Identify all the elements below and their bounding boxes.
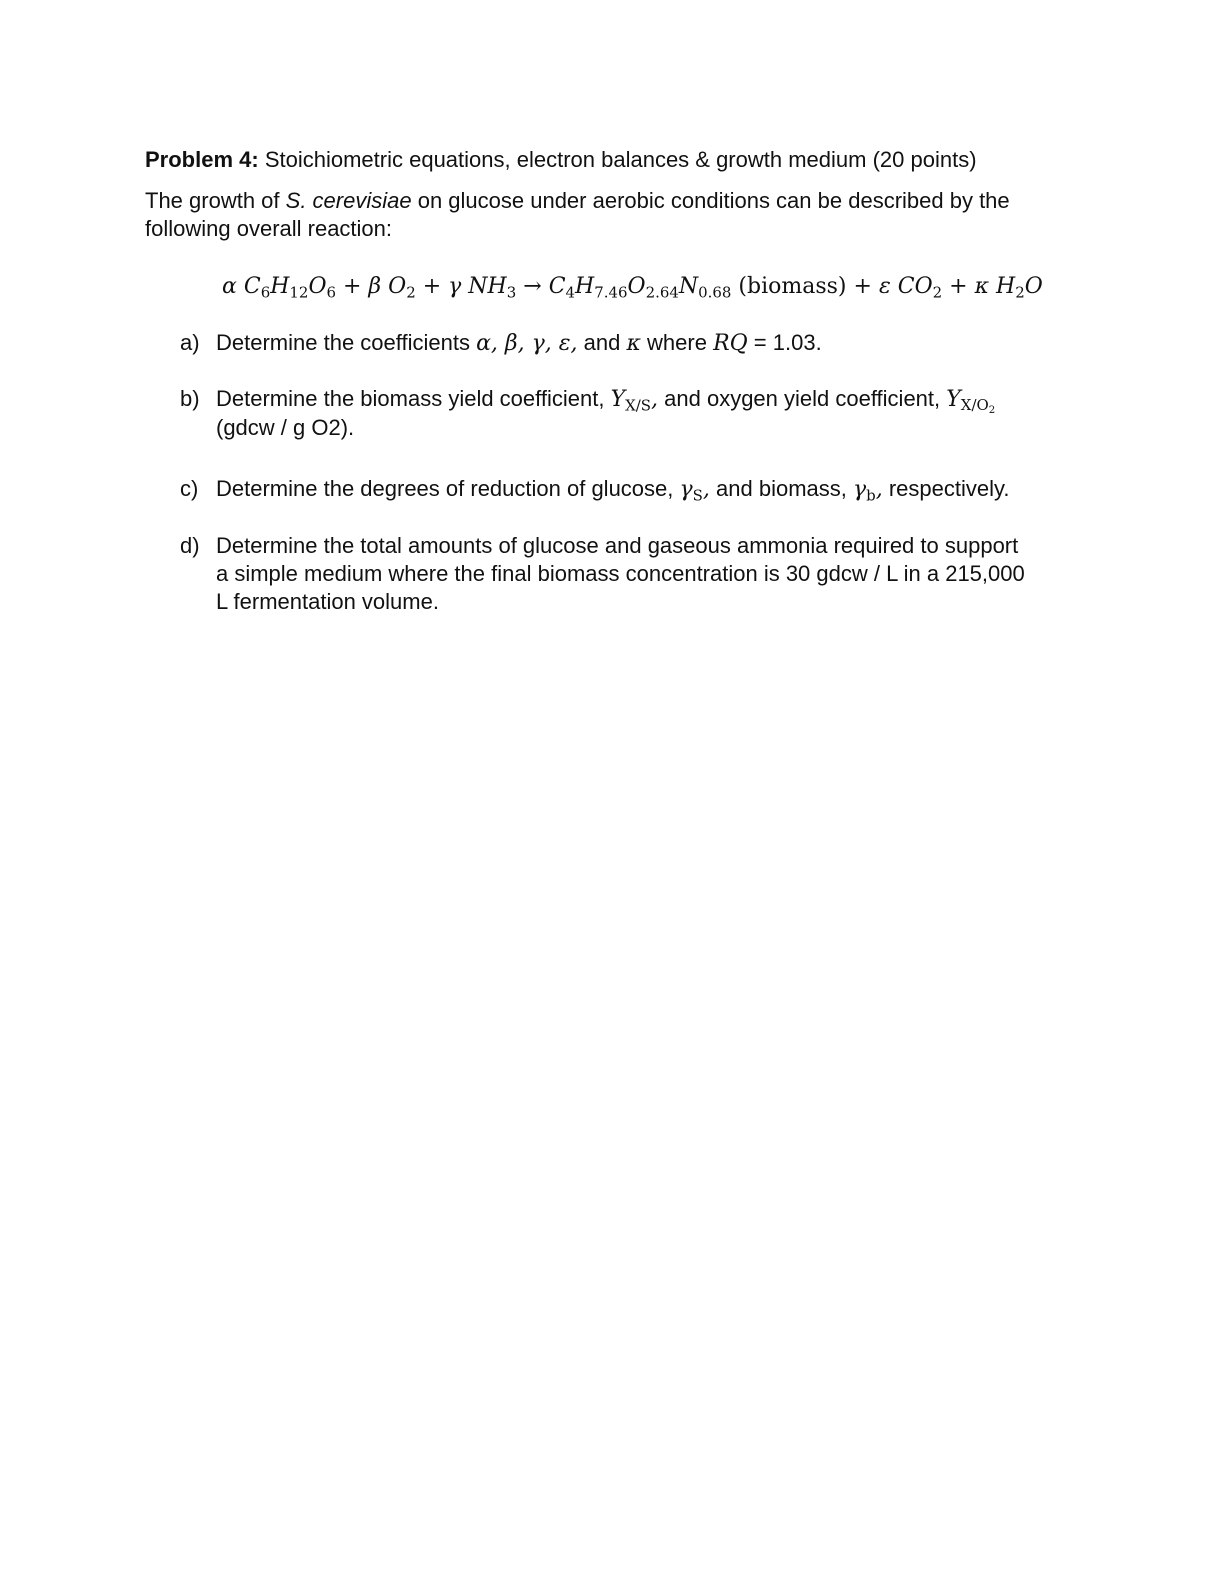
kappa-symbol: κ [626, 331, 641, 356]
organism-name: S. cerevisiae [285, 188, 412, 213]
yield-symbol-xs: $Y_{X/S}$, [610, 387, 659, 415]
question-body: Determine the biomass yield coefficient, $Y_{X/S}$, and oxygen yield coefficient, $Y_{X/O_2}$ (gdcw / g O2). [216, 385, 1074, 442]
equation-biomass-formula: $C_4H_{7.46}O_{2.64}N_{0.68}$ [548, 274, 732, 302]
problem-heading [145, 146, 977, 174]
question-letter: b) [180, 386, 200, 411]
intro-text-start: The growth of [145, 188, 286, 213]
problem-label: Problem 4: [145, 147, 259, 172]
biomass-label: (biomass) [738, 274, 847, 299]
question-body: Determine the total amounts of glucose and gaseous ammonia required to support a simple medium where the final biomass concentration is 30 gdcw / L in a 215,000 L fermentation volume. [216, 533, 1025, 614]
gamma-s-symbol: $\gamma_S$, [679, 477, 710, 505]
yield-units: (gdcw / g O2). [216, 415, 355, 440]
rq-symbol: RQ [713, 331, 748, 356]
question-letter: c) [180, 476, 199, 501]
intro-paragraph [145, 187, 1010, 243]
question-body: Determine the degrees of reduction of glucose, $\gamma_S$, and biomass, $\gamma_b$, respectively. [216, 476, 1010, 505]
question-letter: a) [180, 330, 200, 355]
question-body: Determine the coefficients α, β, γ, ε, and κ where RQ = 1.03. [216, 330, 822, 356]
problem-title: Stoichiometric equations, electron balances & growth medium (20 points) [264, 147, 977, 172]
coefficient-symbols: α, β, γ, ε, [476, 331, 578, 356]
question-letter: d) [180, 533, 200, 558]
equation-lhs: α $C_6H_{12}O_6 + \beta$ $O_2 + \gamma$ $NH_3$ → [222, 274, 542, 302]
yield-symbol-xo2: $Y_{X/O_2}$ [946, 387, 996, 417]
intro-line-1 [145, 187, 1010, 215]
intro-line-2: following overall reaction: [145, 216, 393, 241]
gamma-b-symbol: $\gamma_b$, [852, 477, 883, 505]
equation-rhs: + ε $CO_2 + \kappa$ $H_2O$ [853, 274, 1043, 302]
reaction-equation [222, 272, 1043, 302]
intro-text-end: on glucose under aerobic conditions can be described by the [411, 188, 1010, 213]
